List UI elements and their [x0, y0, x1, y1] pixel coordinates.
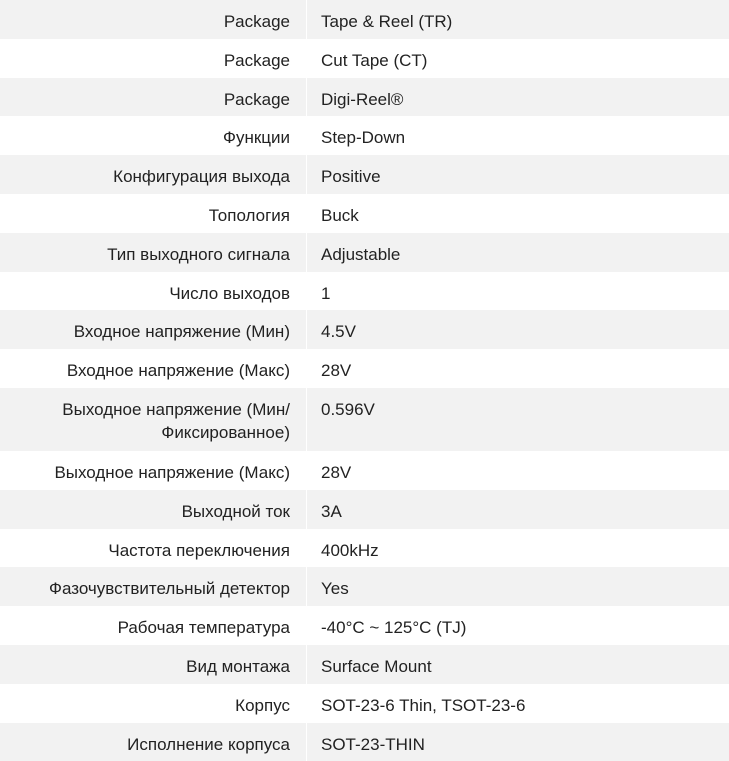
spec-value: Yes: [307, 567, 729, 606]
spec-value: Adjustable: [307, 233, 729, 272]
spec-row-operating-temp: [0, 606, 729, 645]
spec-value: Tape & Reel (TR): [307, 0, 729, 39]
spec-value: Digi-Reel®: [307, 78, 729, 117]
spec-label: Входное напряжение (Мин): [0, 310, 307, 349]
spec-value: -40°C ~ 125°C (TJ): [307, 606, 729, 645]
spec-row-output-current: [0, 490, 729, 529]
spec-row-supplier-package: [0, 723, 729, 761]
spec-row-mounting-type: [0, 645, 729, 684]
spec-label: Корпус: [0, 684, 307, 723]
spec-label: Тип выходного сигнала: [0, 233, 307, 272]
spec-label: Входное напряжение (Макс): [0, 349, 307, 388]
spec-label: Фазочувствительный детектор: [0, 567, 307, 606]
spec-value: 0.596V: [307, 388, 729, 451]
spec-row-output-count: [0, 272, 729, 311]
spec-value: 400kHz: [307, 529, 729, 568]
spec-label: Рабочая температура: [0, 606, 307, 645]
spec-value: 3A: [307, 490, 729, 529]
spec-row-vin-min: [0, 310, 729, 349]
spec-label: Функции: [0, 116, 307, 155]
spec-label: Исполнение корпуса: [0, 723, 307, 761]
spec-row-switching-frequency: [0, 529, 729, 568]
spec-value: SOT-23-THIN: [307, 723, 729, 761]
spec-value: Cut Tape (CT): [307, 39, 729, 78]
spec-label: Вид монтажа: [0, 645, 307, 684]
spec-value: Step-Down: [307, 116, 729, 155]
spec-value: Positive: [307, 155, 729, 194]
spec-row-package-tr: [0, 0, 729, 39]
spec-row-vin-max: [0, 349, 729, 388]
spec-row-package-ct: [0, 39, 729, 78]
spec-value: Surface Mount: [307, 645, 729, 684]
spec-label: Package: [0, 0, 307, 39]
spec-value: 1: [307, 272, 729, 311]
spec-row-functions: [0, 116, 729, 155]
spec-row-output-type: [0, 233, 729, 272]
spec-row-output-config: [0, 155, 729, 194]
spec-label: Топология: [0, 194, 307, 233]
spec-label: Package: [0, 78, 307, 117]
spec-label: Package: [0, 39, 307, 78]
spec-label: Частота переключения: [0, 529, 307, 568]
spec-row-package-digireel: [0, 78, 729, 117]
spec-row-vout-min: [0, 388, 729, 451]
spec-label: Конфигурация выхода: [0, 155, 307, 194]
spec-value: Buck: [307, 194, 729, 233]
spec-label: Выходной ток: [0, 490, 307, 529]
spec-value: 28V: [307, 349, 729, 388]
spec-label: Выходное напряжение (Мин/ Фиксированное): [0, 388, 307, 451]
spec-value: SOT-23-6 Thin, TSOT-23-6: [307, 684, 729, 723]
spec-row-topology: [0, 194, 729, 233]
spec-row-phase-detector: [0, 567, 729, 606]
spec-label: Выходное напряжение (Макс): [0, 451, 307, 490]
spec-label: Число выходов: [0, 272, 307, 311]
spec-value: 28V: [307, 451, 729, 490]
spec-value: 4.5V: [307, 310, 729, 349]
spec-row-vout-max: [0, 451, 729, 490]
spec-row-package-case: [0, 684, 729, 723]
